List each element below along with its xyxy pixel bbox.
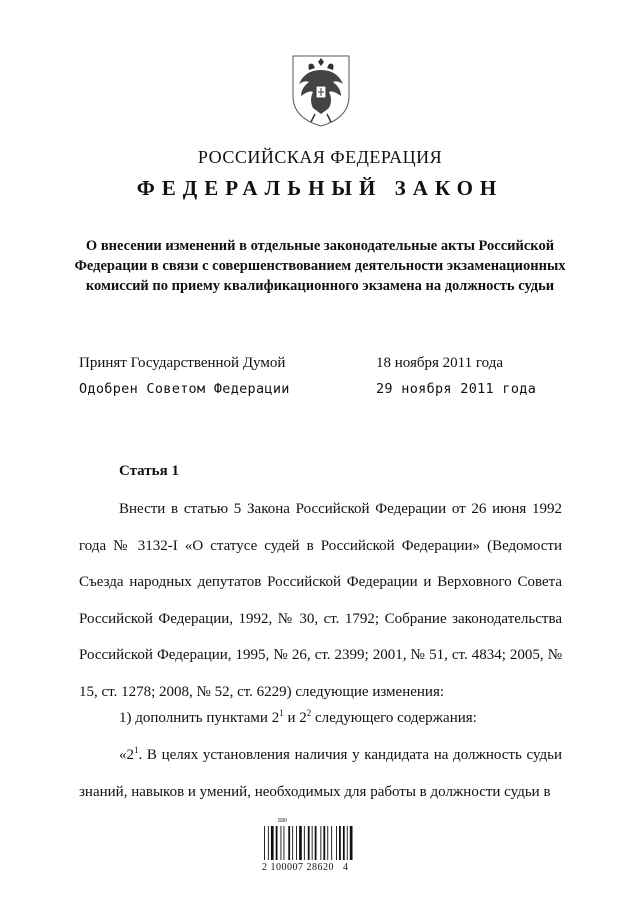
law-type-title: ФЕДЕРАЛЬНЫЙ ЗАКОН [136, 176, 504, 200]
article-quote-paragraph [79, 737, 562, 810]
adoption-label-council: Одобрен Советом Федерации [79, 381, 290, 397]
law-subject: О внесении изменений в отдельные законодательные акты Российской Федерации в связи с совершенствованием деятельности экзаменационных комиссий по приему квалификационного экзамена на должность судьи [74, 238, 566, 294]
article-item-paragraph [79, 700, 562, 737]
document-barcode [262, 818, 382, 878]
barcode-icon [262, 826, 382, 860]
adoption-label-duma: Принят Государственной Думой [79, 355, 286, 371]
adoption-date-council: 29 ноября 2011 года [376, 381, 537, 397]
barcode-top-label: Ш0 [278, 818, 288, 824]
item-text-after: следующего содержания: [311, 710, 477, 726]
item-sup-2: 2 [306, 708, 312, 718]
item-sup-1: 1 [279, 708, 284, 718]
item-text-middle: и 2 [283, 710, 307, 726]
quote-sup: 1 [134, 745, 139, 755]
quote-open: «2 [119, 747, 134, 763]
coat-of-arms-icon [287, 52, 355, 128]
barcode-number: 2 100007 28620 4 [262, 862, 349, 873]
article-heading: Статья 1 [119, 463, 179, 479]
adoption-date-duma: 18 ноября 2011 года [376, 355, 504, 371]
item-text-before: 1) дополнить пунктами 2 [119, 710, 280, 726]
quote-text: . В целях установления наличия у кандидата на должность судьи знаний, навыков и умений, необходимых для работы в должности судьи в [79, 747, 562, 800]
article-intro-paragraph: Внести в статью 5 Закона Российской Федерации от 26 июня 1992 года № 3132-I «О статусе судей в Российской Федерации» (Ведомости Съезда народных депутатов Российской Федерации и Верховного Совета Российской Федерации, 1992, № 30, ст. 1792; Собрание законодательства Российской Федерации, 1995, № 26, ст. 2399; 2001, № 51, ст. 4834; 2005, № 15, ст. 1278; 2008, № 52, ст. 6229) следующие изменения: [79, 501, 562, 700]
country-name: РОССИЙСКАЯ ФЕДЕРАЦИЯ [197, 147, 443, 167]
